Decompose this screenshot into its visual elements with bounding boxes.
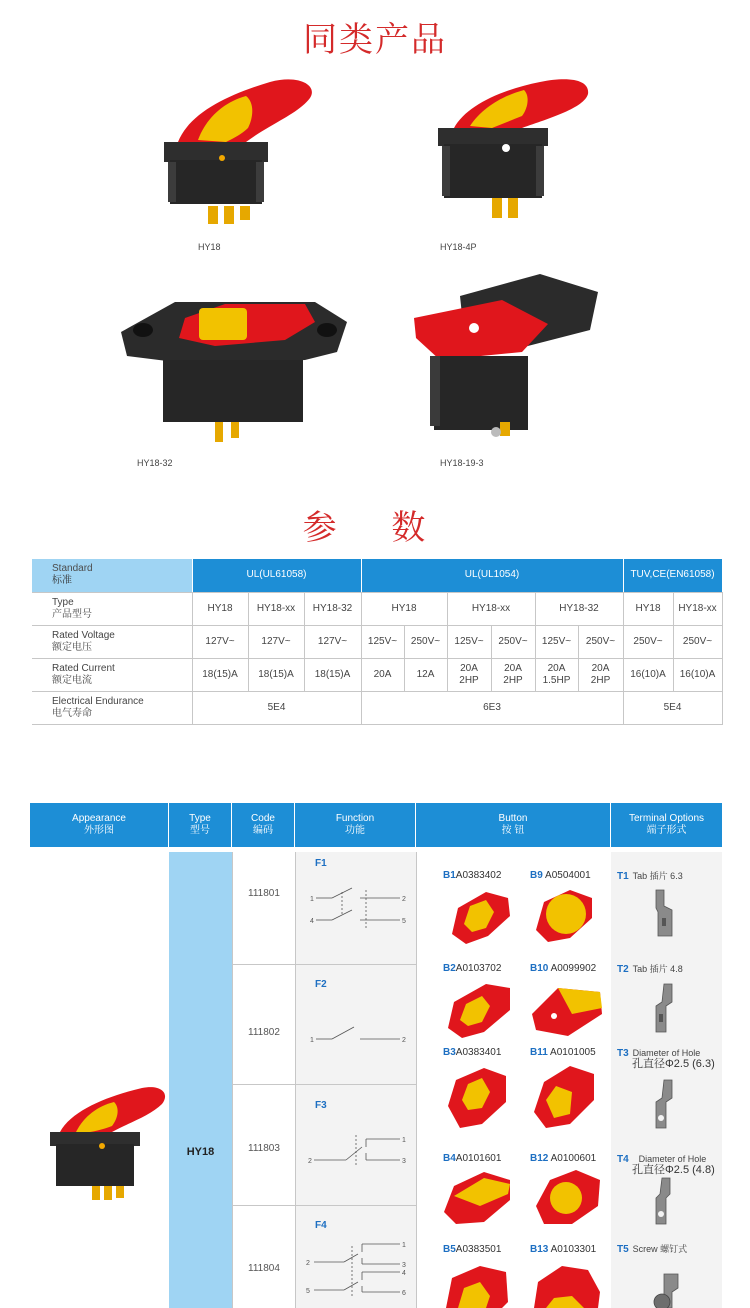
switch-diagram <box>296 1206 416 1308</box>
product-hy18 <box>150 72 330 252</box>
header-button: Button 按 钮 <box>416 803 611 847</box>
standard-group: TUV,CE(EN61058) <box>623 559 722 592</box>
voltage-cell: 250V~ <box>623 625 673 658</box>
voltage-cell: 127V~ <box>248 625 304 658</box>
voltage-cell: 250V~ <box>673 625 722 658</box>
appearance-image <box>46 1082 170 1212</box>
svg-text:4: 4 <box>402 1270 406 1277</box>
terminal-screw-image <box>648 1272 688 1308</box>
product-hy18-4p <box>430 72 610 252</box>
voltage-cell: 127V~ <box>304 625 361 658</box>
svg-text:5: 5 <box>306 1288 310 1295</box>
parameters-table <box>32 559 723 725</box>
button-item: B3A0383401 <box>443 1047 502 1058</box>
button-item: B13 A0103301 <box>530 1244 597 1255</box>
function-label: F3 <box>315 1100 327 1111</box>
button-item: B5A0383501 <box>443 1244 502 1255</box>
svg-text:6: 6 <box>402 1290 406 1297</box>
type-cell: HY18 <box>192 592 248 625</box>
function-label: F1 <box>315 858 327 869</box>
svg-text:5: 5 <box>402 918 406 925</box>
type-cell: HY18-32 <box>535 592 623 625</box>
button-item: B12 A0100601 <box>530 1153 597 1164</box>
header-type: Type 型号 <box>169 803 232 847</box>
voltage-cell: 127V~ <box>192 625 248 658</box>
type-cell: HY18-xx <box>673 592 722 625</box>
type-value: HY18 <box>186 1146 215 1158</box>
row-label: Standard 标准 <box>32 559 192 592</box>
current-cell: 16(10)A <box>623 658 673 691</box>
type-cell: HY18-xx <box>447 592 535 625</box>
svg-text:2: 2 <box>306 1260 310 1267</box>
divider <box>232 852 233 1308</box>
code-cell: 111802 <box>248 1027 280 1038</box>
function-label: F4 <box>315 1220 327 1231</box>
product-caption: HY18 <box>198 242 221 252</box>
svg-text:2: 2 <box>402 896 406 903</box>
terminal-hole-image <box>652 1078 676 1130</box>
terminal-hole-image <box>652 1176 676 1226</box>
button-item: B10 A0099902 <box>530 963 597 974</box>
selection-table-header <box>30 803 722 847</box>
function-f4 <box>296 1206 416 1308</box>
button-cap-image <box>442 1262 514 1308</box>
function-f3 <box>296 1085 416 1205</box>
button-cap-image <box>446 884 516 948</box>
svg-text:2: 2 <box>308 1158 312 1165</box>
current-cell: 20A 2HP <box>447 658 491 691</box>
product-hy18-32 <box>115 282 355 472</box>
voltage-cell: 250V~ <box>578 625 623 658</box>
svg-text:3: 3 <box>402 1262 406 1269</box>
current-row <box>32 658 722 691</box>
standard-group: UL(UL61058) <box>192 559 361 592</box>
rocker-switch-image <box>150 72 330 232</box>
voltage-row <box>32 625 722 658</box>
type-cell: HY18 <box>361 592 447 625</box>
button-cap-image <box>530 1062 600 1134</box>
svg-text:1: 1 <box>310 1037 314 1044</box>
endurance-cell: 5E4 <box>192 691 361 724</box>
current-cell: 20A 2HP <box>578 658 623 691</box>
type-column <box>169 852 232 1308</box>
header-function: Function 功能 <box>295 803 416 847</box>
voltage-cell: 125V~ <box>535 625 578 658</box>
terminal-item: T5 Screw 螺钉式 <box>617 1244 688 1255</box>
current-cell: 18(15)A <box>304 658 361 691</box>
product-hy18-19-3 <box>410 272 610 472</box>
standard-group: UL(UL1054) <box>361 559 623 592</box>
svg-text:1: 1 <box>310 896 314 903</box>
svg-text:1: 1 <box>402 1137 406 1144</box>
current-cell: 20A <box>361 658 404 691</box>
current-cell: 20A 2HP <box>491 658 535 691</box>
switch-diagram <box>296 965 416 1084</box>
button-cap-image <box>532 1166 604 1228</box>
switch-diagram <box>296 1085 416 1205</box>
row-label: Rated Current 额定电流 <box>32 658 192 691</box>
code-cell: 111804 <box>248 1263 280 1274</box>
similar-products-title: 同类产品 <box>303 20 447 60</box>
type-row <box>32 592 722 625</box>
function-f1 <box>296 852 416 964</box>
voltage-cell: 250V~ <box>404 625 447 658</box>
svg-text:2: 2 <box>402 1037 406 1044</box>
rocker-switch-image <box>430 72 610 232</box>
terminal-tab-image <box>652 982 676 1034</box>
button-cap-image <box>444 976 516 1042</box>
endurance-cell: 6E3 <box>361 691 623 724</box>
header-terminal: Terminal Options 端子形式 <box>628 813 705 836</box>
voltage-cell: 250V~ <box>491 625 535 658</box>
row-label: Type 产品型号 <box>32 592 192 625</box>
row-label: Rated Voltage 额定电压 <box>32 625 192 658</box>
button-cap-image <box>528 1262 604 1308</box>
type-cell: HY18 <box>623 592 673 625</box>
button-cap-image <box>440 1166 516 1228</box>
type-cell: HY18-32 <box>304 592 361 625</box>
button-item: B1A0383402 <box>443 870 502 881</box>
button-item: B4A0101601 <box>443 1153 502 1164</box>
current-cell: 20A 1.5HP <box>535 658 578 691</box>
terminal-item: T2 Tab 插片 4.8 <box>617 964 683 975</box>
header-code: Code 编码 <box>232 803 295 847</box>
product-caption: HY18-4P <box>440 242 477 252</box>
endurance-row <box>32 691 722 724</box>
terminal-item: T3 Diameter of Hole 孔直径Φ2.5 (6.3) <box>617 1048 715 1070</box>
button-item: B11 A0101005 <box>530 1047 596 1058</box>
button-item: B9 A0504001 <box>530 870 591 881</box>
terminal-item: T1 Tab 插片 6.3 <box>617 871 683 882</box>
button-cap-image <box>528 980 604 1040</box>
current-cell: 16(10)A <box>673 658 722 691</box>
voltage-cell: 125V~ <box>361 625 404 658</box>
button-item: B2A0103702 <box>443 963 502 974</box>
product-caption: HY18-32 <box>137 458 173 468</box>
code-cell: 111801 <box>248 888 280 899</box>
switch-diagram <box>296 852 416 964</box>
rocker-switch-image <box>410 272 610 452</box>
current-cell: 12A <box>404 658 447 691</box>
parameters-title: 参 数 <box>302 508 448 548</box>
function-label: F2 <box>315 979 327 990</box>
svg-text:4: 4 <box>310 918 314 925</box>
button-cap-image <box>530 884 600 948</box>
header-appearance: Appearance 外形图 <box>30 803 169 847</box>
rocker-switch-image <box>46 1082 170 1212</box>
terminal-item: T4 Diameter of Hole 孔直径Φ2.5 (4.8) <box>617 1154 715 1176</box>
current-cell: 18(15)A <box>248 658 304 691</box>
voltage-cell: 125V~ <box>447 625 491 658</box>
code-cell: 111803 <box>248 1143 280 1154</box>
terminal-tab-image <box>652 888 676 938</box>
current-cell: 18(15)A <box>192 658 248 691</box>
type-cell: HY18-xx <box>248 592 304 625</box>
product-caption: HY18-19-3 <box>440 458 484 468</box>
divider <box>416 852 417 1308</box>
function-f2 <box>296 965 416 1084</box>
rocker-switch-image <box>115 282 355 452</box>
svg-text:3: 3 <box>402 1158 406 1165</box>
button-cap-image <box>444 1062 514 1134</box>
standard-row <box>32 559 722 592</box>
endurance-cell: 5E4 <box>623 691 722 724</box>
svg-text:1: 1 <box>402 1242 406 1249</box>
row-label: Electrical Endurance 电气寿命 <box>32 691 192 724</box>
